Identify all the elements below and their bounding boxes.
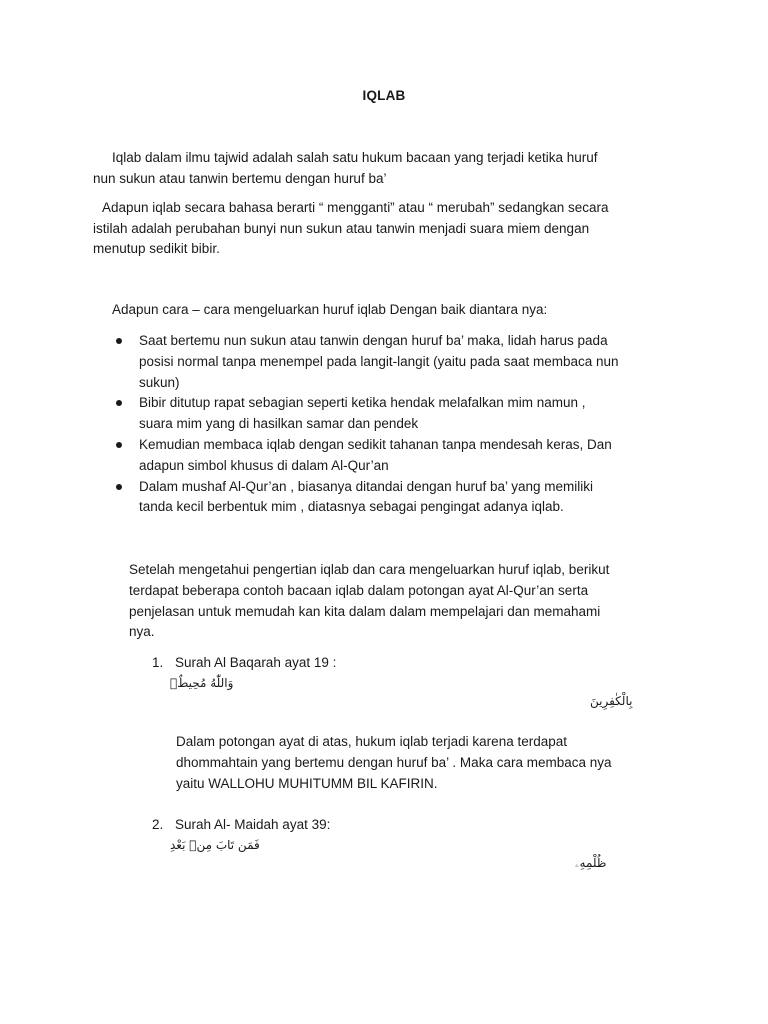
paragraph-line: dhommahtain yang bertemu dengan huruf ba’ . Maka cara membaca nya bbox=[176, 754, 612, 770]
paragraph-line: menutup sedikit bibir. bbox=[93, 241, 220, 256]
paragraph-line: penjelasan untuk memudah kan kita dalam dalam mempelajari dan memahami bbox=[129, 603, 601, 619]
arabic-verse-line: بِالْكٰفِرِينَ bbox=[590, 694, 633, 708]
paragraph-examples-intro bbox=[129, 560, 669, 643]
list-item-line: adapun simbol khusus di dalam Al-Qur’an bbox=[139, 457, 389, 473]
list-item-line: Kemudian membaca iqlab dengan sedikit tahanan tanpa mendesah keras, Dan bbox=[139, 436, 612, 452]
list-item-line: Dalam mushaf Al-Qur’an , biasanya ditandai dengan huruf ba’ yang memiliki bbox=[139, 478, 593, 494]
methods-bullet-list bbox=[112, 331, 687, 518]
paragraph-line: nya. bbox=[129, 624, 155, 640]
list-item-line: suara mim yang di hasilkan samar dan pendek bbox=[139, 416, 419, 432]
bullet-icon bbox=[116, 400, 122, 406]
arabic-verse-line: ظُلْمِهِۦ bbox=[575, 856, 607, 870]
paragraph-line: nun sukun atau tanwin bertemu dengan huruf ba’ bbox=[93, 170, 387, 186]
bullet-icon bbox=[116, 442, 122, 448]
arabic-verse-line: فَمَن تَابَ مِنۢ بَعْدِ bbox=[170, 838, 260, 852]
paragraph-line: terdapat beberapa contoh bacaan iqlab dalam potongan ayat Al-Qur’an serta bbox=[129, 582, 589, 598]
list-item bbox=[112, 331, 687, 393]
paragraph-line: Dalam potongan ayat di atas, hukum iqlab terjadi karena terdapat bbox=[176, 734, 567, 749]
paragraph-line: Adapun iqlab secara bahasa berarti “ mengganti” atau “ merubah” sedangkan secara bbox=[102, 200, 609, 215]
list-item-line: Saat bertemu nun sukun atau tanwin dengan huruf ba’ maka, lidah harus pada bbox=[139, 333, 608, 348]
surah-label: Surah Al- Maidah ayat 39: bbox=[175, 817, 331, 832]
bullet-icon bbox=[116, 484, 122, 490]
list-number: 1. bbox=[152, 655, 164, 670]
document-title: IQLAB bbox=[362, 88, 406, 103]
list-number: 2. bbox=[152, 817, 164, 832]
example-item-1-heading bbox=[152, 653, 336, 673]
list-item-line: Bibir ditutup rapat sebagian seperti ketika hendak melafalkan mim namun , bbox=[139, 395, 586, 411]
paragraph-language-meaning bbox=[93, 198, 683, 260]
list-item bbox=[112, 477, 687, 519]
paragraph-intro-methods: Adapun cara – cara mengeluarkan huruf iqlab Dengan baik diantara nya: bbox=[112, 302, 548, 317]
list-item-line: posisi normal tanpa menempel pada langit-langit (yaitu pada saat membaca nun bbox=[139, 353, 619, 369]
paragraph-line: istilah adalah perubahan bunyi nun sukun atau tanwin menjadi suara miem dengan bbox=[93, 220, 590, 236]
example-item-2-heading bbox=[152, 815, 330, 835]
paragraph-line: Setelah mengetahui pengertian iqlab dan cara mengeluarkan huruf iqlab, berikut bbox=[129, 562, 610, 577]
surah-label: Surah Al Baqarah ayat 19 : bbox=[175, 655, 337, 670]
list-item bbox=[112, 435, 687, 477]
list-item-line: sukun) bbox=[139, 374, 180, 390]
example-1-explanation bbox=[176, 732, 666, 794]
bullet-icon bbox=[116, 338, 122, 344]
paragraph-definition bbox=[93, 148, 683, 189]
arabic-verse-line: وَاللّٰهُ مُحِيطٌۢ bbox=[170, 676, 234, 690]
list-item bbox=[112, 393, 687, 435]
paragraph-line: Iqlab dalam ilmu tajwid adalah salah satu hukum bacaan yang terjadi ketika huruf bbox=[112, 150, 598, 165]
paragraph-line: yaitu WALLOHU MUHITUMM BIL KAFIRIN. bbox=[176, 775, 438, 791]
list-item-line: tanda kecil berbentuk mim , diatasnya sebagai pengingat adanya iqlab. bbox=[139, 499, 564, 515]
